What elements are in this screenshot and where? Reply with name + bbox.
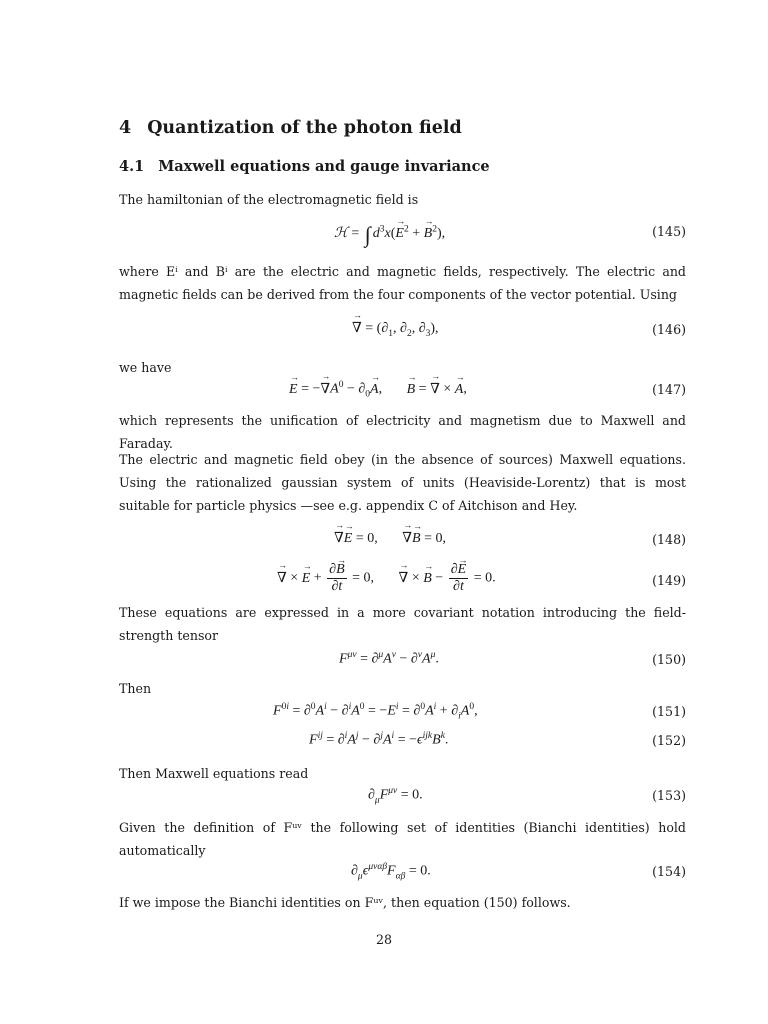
equation-number-148: (148) bbox=[652, 532, 686, 547]
paragraph-hamiltonian-intro: The hamiltonian of the electromagnetic field is bbox=[119, 192, 419, 207]
formula-151: $F^{0i} = \partial^0A^i - \partial^iA^0 = -E^i = \partial^0A^i + \partial_iA^0$, bbox=[273, 702, 478, 722]
formula-147: → E = −→ $\nabla A^0 - \partial_0\to A$, → B = → ∇ × → A, bbox=[289, 380, 467, 399]
section-title: Quantization of the photon field bbox=[147, 118, 462, 138]
paragraph-bianchi: Given the definition of Fᵘᵛ the following set of identities (Bianchi identities) hold automatically bbox=[119, 820, 686, 858]
equation-146 bbox=[119, 320, 686, 346]
equation-number-152: (152) bbox=[652, 733, 686, 748]
equation-number-146: (146) bbox=[652, 322, 686, 337]
formula-150: $F^{\mu\nu} = \partial^\mu A^\nu - \partial^\nu A^\mu$. bbox=[339, 650, 439, 667]
paragraph-impose-bianchi: If we impose the Bianchi identities on Fᵘᵛ, then equation (150) follows. bbox=[119, 895, 571, 910]
paragraph-covariant: These equations are expressed in a more covariant notation introducing the field-strength tensor bbox=[119, 605, 686, 643]
equation-147 bbox=[119, 380, 686, 406]
formula-148: → ∇→ E = 0, → ∇→ B = 0, bbox=[334, 530, 446, 547]
paragraph-fields: where Eⁱ and Bⁱ are the electric and magnetic fields, respectively. The electric and magnetic fields can be derived from the four components of the vector potential. Using bbox=[119, 264, 686, 302]
equation-number-145: (145) bbox=[652, 224, 686, 239]
equation-number-150: (150) bbox=[652, 652, 686, 667]
equation-153 bbox=[119, 786, 686, 812]
formula-152: $F^{ij} = \partial^iA^j - \partial^jA^i = -\epsilon^{ijk}B^k$. bbox=[309, 731, 449, 748]
equation-151 bbox=[119, 702, 686, 728]
equation-number-153: (153) bbox=[652, 788, 686, 803]
formula-146: → ∇ = ($\partial_1$, $\partial_2$, $\partial_3$), bbox=[352, 320, 439, 339]
equation-149 bbox=[119, 562, 686, 598]
paragraph-then-1: Then bbox=[119, 681, 152, 696]
paragraph-unification: which represents the unification of electricity and magnetism due to Maxwell and Faraday. bbox=[119, 413, 686, 451]
equation-154 bbox=[119, 862, 686, 888]
formula-149: → ∇ × → E + $\frac{\partial\to B}{\partial t}$ = 0, → ∇ × → B − $\frac{\partial\to E}{\partial t}$ = 0. bbox=[277, 562, 496, 595]
subsection-number: 4.1 bbox=[119, 158, 145, 175]
formula-153: $\partial_\mu F^{\mu\nu} = 0$. bbox=[368, 786, 423, 806]
equation-number-149: (149) bbox=[652, 573, 686, 588]
equation-152 bbox=[119, 731, 686, 757]
page-number: 28 bbox=[375, 932, 393, 947]
formula-145: ℋ = ∫ $d^3x(\to E^2$ + → $B^2$), bbox=[334, 222, 445, 248]
paragraph-maxwell-sources: The electric and magnetic field obey (in the absence of sources) Maxwell equations. Using the rationalized gaussian system of units (Heaviside-Lorentz) that is most suitable for particle physics —see e.g. appendix C of Aitchison and Hey. bbox=[119, 452, 686, 513]
equation-148 bbox=[119, 530, 686, 556]
paragraph-we-have: we have bbox=[119, 360, 172, 375]
paragraph-then-maxwell: Then Maxwell equations read bbox=[119, 766, 309, 781]
section-heading bbox=[119, 118, 462, 138]
subsection-title: Maxwell equations and gauge invariance bbox=[158, 158, 490, 175]
equation-number-147: (147) bbox=[652, 382, 686, 397]
equation-145 bbox=[119, 222, 686, 248]
equation-number-154: (154) bbox=[652, 864, 686, 879]
formula-154: $\partial_\mu\epsilon^{\mu\nu\alpha\beta}F_{\alpha\beta} = 0$. bbox=[351, 862, 431, 882]
equation-number-151: (151) bbox=[652, 704, 686, 719]
equation-150 bbox=[119, 650, 686, 676]
section-number: 4 bbox=[119, 118, 132, 138]
subsection-heading bbox=[119, 158, 490, 175]
